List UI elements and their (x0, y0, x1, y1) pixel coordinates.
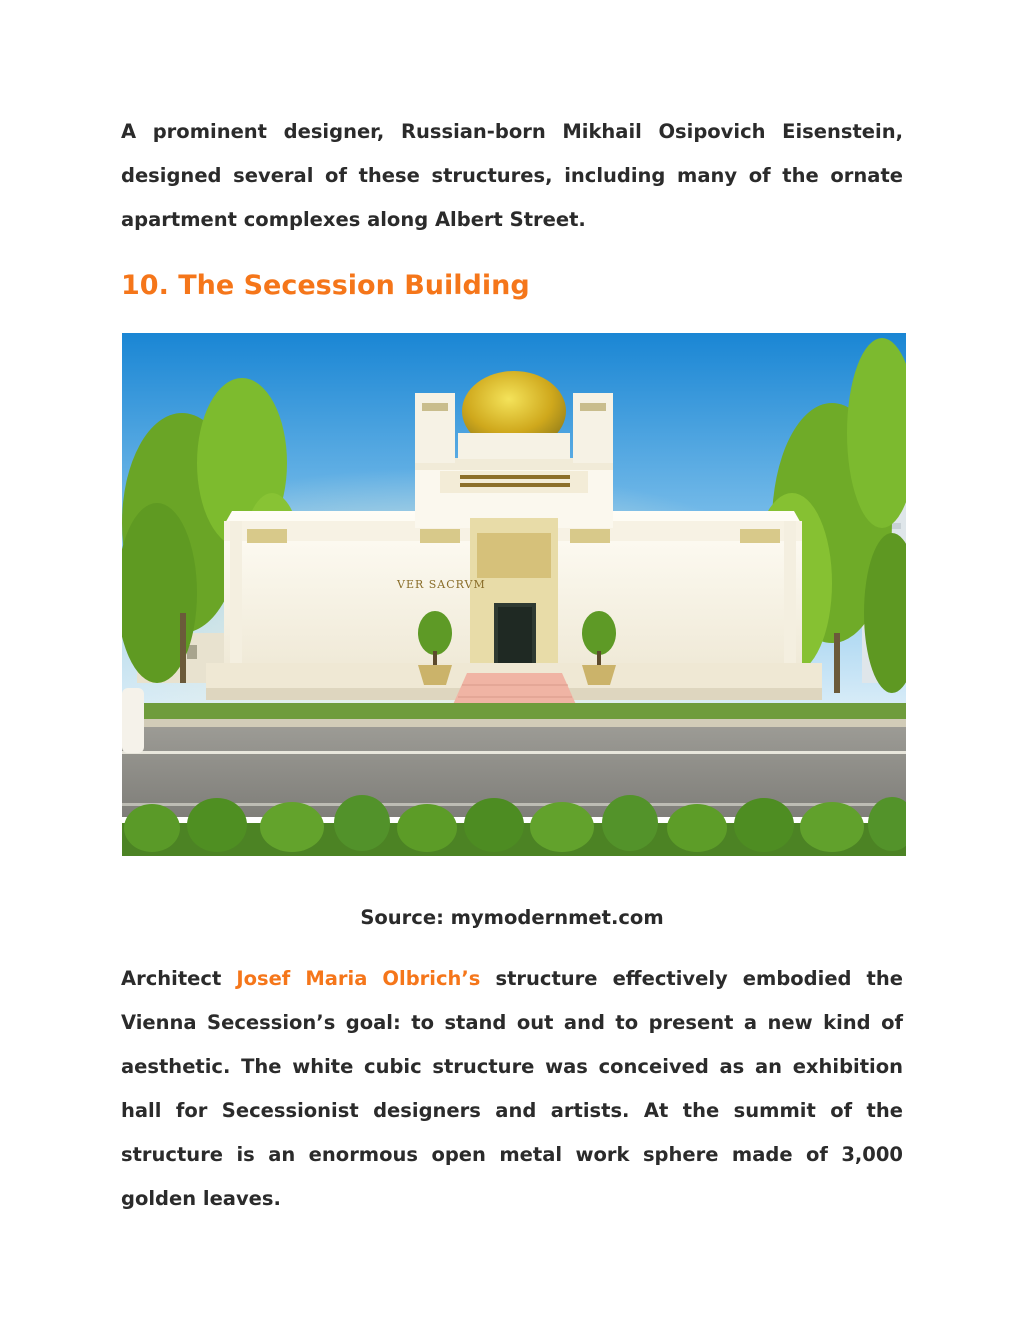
intro-paragraph: A prominent designer, Russian-born Mikhail Osipovich Eisenstein, designed several of these structures, including many of the ornate apartment complexes along Albert Street. (121, 120, 903, 231)
ver-sacrum-sign: VER SACRVM (397, 578, 486, 591)
architect-link[interactable]: Josef Maria Olbrich’s (236, 967, 481, 990)
body-text-after-link: structure effectively embodied the Vienna Secession’s goal: to stand out and to present a new kind of aesthetic. The white cubic structure was conceived as an exhibition hall for Secessionist designers and artists. At the summit of the structure is an enormous open metal work sphere made of 3,000 golden leaves. (121, 967, 903, 1210)
section-heading: 10. The Secession Building (121, 270, 530, 301)
image-caption: Source: mymodernmet.com (360, 906, 664, 929)
body-paragraph (121, 957, 903, 1221)
secession-building-photo (122, 333, 906, 856)
body-text-before-link: Architect (121, 967, 237, 990)
